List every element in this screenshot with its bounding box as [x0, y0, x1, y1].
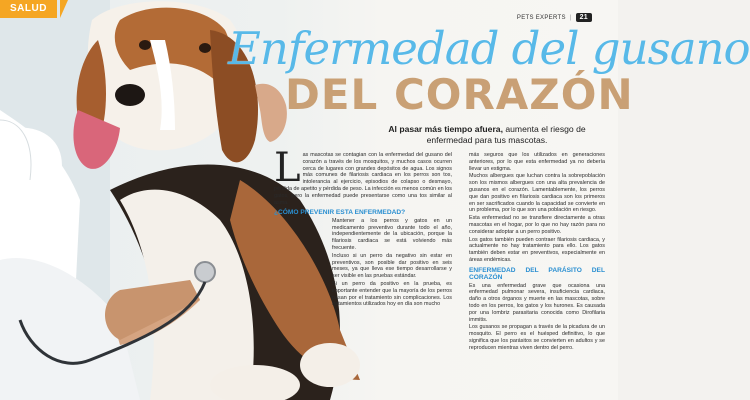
heading-prevention: ¿CÓMO PREVENIR ESTA ENFERMEDAD?	[274, 209, 406, 217]
drop-cap: L	[274, 145, 301, 191]
paragraph: más seguros que los utilizados en generaciones anteriores, por lo que esta enfermedad ya no debería llevar un estigma.	[469, 152, 605, 172]
magazine-section: PETS EXPERTS	[516, 14, 566, 21]
heading-parasite: ENFERMEDAD DEL PARÁSITO DEL CORAZÓN	[469, 266, 605, 282]
section-tag-notch	[60, 0, 68, 18]
article-subtitle	[367, 124, 607, 146]
subtitle-rest: aumenta el riesgo de enfermedad para tus mascotas.	[426, 124, 586, 145]
paragraph: Esta enfermedad no se transfiere directamente a otras mascotas en el hogar, por lo que no hay razón para no considerar adoptar a un perro positivo.	[469, 215, 605, 235]
paragraph: Incluso si un perro da negativo sin estar en preventivos, son posible dar positivo en seis meses, ya que lleva ese tiempo desarrollarse y ser visible en las pruebas estándar.	[332, 252, 452, 280]
paragraph: Los gatos también pueden contraer filariosis cardiaca, y actualmente no hay tratamiento para ello. Los gatos también deben estar en preventivos, especialmente en áreas endémicas.	[469, 236, 605, 263]
article-title-line1: Enfermedad del gusano	[228, 22, 750, 75]
page-number: 21	[576, 13, 592, 22]
article-column-2	[469, 152, 605, 353]
paragraph: Es una enfermedad grave que ocasiona una enfermedad pulmonar severa, insuficiencia cardiaca, daño a otros órganos y muerte en las mascotas, sobre todo en los perros, los gatos y los hurones. Es causada por una lombriz parasitaria conocida como Dirofilaria immitis.	[469, 282, 605, 323]
section-tag: SALUD	[0, 0, 57, 18]
intro-text: as mascotas se contagian con la enfermedad del gusano del corazón a través de los mosquitos, y muchos casos ocurren cerca de lugares con grandes depósitos de agua. Los signos más comunes de filariosis cardiaca en los perros son tos, intolerancia al ejercicio, episodios de colapso o desmayo, pérdida de apetito y pérdida de peso. La infección es menos común en los gatos, pero la enfermedad puede presentarse como una tos similar al asma.	[274, 152, 452, 206]
paragraph: Si un perro da positivo en la prueba, es importante entender que la mayoría de los perros pasan por el tratamiento sin complicaciones. Los tratamientos utilizados hoy en día son mucho	[332, 280, 452, 308]
paragraph: Mantener a los perros y gatos en un medicamento preventivo durante todo el año, independientemente de la ubicación, porque la filariosis cardiaca se está volviendo más frecuente.	[332, 217, 452, 251]
intro-paragraph	[274, 145, 452, 206]
prevention-block	[274, 218, 452, 308]
paragraph: Muchos albergues que luchan contra la sobrepoblación son los mismos albergues con una alta prevalencia de gusanos en el corazón. Lamentablemente, los perros que dan positivo en filariosis cardiaca son los primeros en ser sacrificados cuando la capacidad se convierte en un problema, por lo que son una población en riesgo.	[469, 173, 605, 214]
pager-separator: |	[569, 14, 572, 21]
article-column-1	[274, 145, 452, 309]
page-header	[517, 13, 592, 22]
paragraph: Los gusanos se propagan a través de la picadura de un mosquito. El perro es el huésped definitivo, lo que significa que los parásitos se convierten en adultos y se reproducen mientras viven dentro del perro.	[469, 324, 605, 351]
article-title-line2: DEL CORAZÓN	[285, 70, 634, 119]
subtitle-bold: Al pasar más tiempo afuera,	[388, 124, 503, 134]
